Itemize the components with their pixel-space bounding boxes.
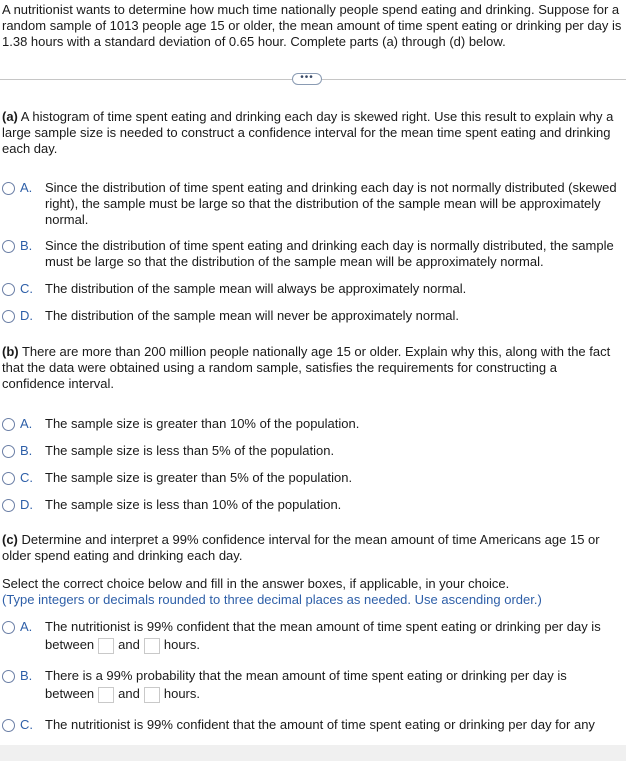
problem-intro: A nutritionist wants to determine how much time nationally people spend eating and drinking. Suppose for a random sample of 1013 people age 15 or older, the mean amount of time spent eating or drinking per day is 1.38 hours with a standard deviation of 0.65 hour. Complete parts (a) through (d) below. [2, 2, 622, 49]
option-text: The nutritionist is 99% confident that the mean amount of time spent eating or drinking per day is between and hours. [45, 619, 601, 652]
option-letter: B. [20, 443, 33, 458]
part-b-label: (b) [2, 344, 19, 359]
option-text: The sample size is greater than 5% of the population. [45, 470, 353, 485]
lower-bound-input[interactable] [98, 687, 114, 703]
option-letter: A. [20, 180, 33, 195]
part-c-instruction: Select the correct choice below and fill in the answer boxes, if applicable, in your choice. [2, 576, 510, 591]
radio-button[interactable] [2, 240, 15, 253]
upper-bound-input[interactable] [144, 638, 160, 654]
part-c-question: (c) Determine and interpret a 99% confidence interval for the mean amount of time Americans age 15 or older spend eating and drinking each day. [2, 532, 600, 563]
option-text: The nutritionist is 99% confident that the amount of time spent eating or drinking per day for any [45, 717, 595, 732]
option-letter: A. [20, 619, 33, 634]
bottom-bar [0, 745, 626, 761]
option-letter: B. [20, 668, 33, 683]
upper-bound-input[interactable] [144, 687, 160, 703]
option-text: Since the distribution of time spent eating and drinking each day is normally distributed, the sample must be large so that the distribution of the sample mean will be approximately normal. [45, 238, 614, 269]
option-text: The sample size is less than 10% of the population. [45, 497, 342, 512]
part-a-question: (a) A histogram of time spent eating and drinking each day is skewed right. Use this result to explain why a large sample size is needed to construct a confidence interval for the mean time spent eating and drinking each day. [2, 109, 614, 156]
radio-button[interactable] [2, 472, 15, 485]
part-b-question: (b) There are more than 200 million people nationally age 15 or older. Explain why this, along with the fact that the data were obtained using a random sample, satisfies the requirements for constructing a confidence interval. [2, 344, 611, 391]
radio-button[interactable] [2, 621, 15, 634]
option-letter: D. [20, 497, 33, 512]
option-text: There is a 99% probability that the mean amount of time spent eating or drinking per day is between and hours. [45, 668, 567, 701]
option-text: Since the distribution of time spent eating and drinking each day is not normally distributed (skewed right), the sample must be large so that the distribution of the sample mean will be approximately normal. [45, 180, 617, 227]
radio-button[interactable] [2, 283, 15, 296]
show-more-button[interactable]: ••• [292, 73, 322, 85]
radio-button[interactable] [2, 445, 15, 458]
option-text: The distribution of the sample mean will never be approximately normal. [45, 308, 460, 323]
lower-bound-input[interactable] [98, 638, 114, 654]
option-text: The sample size is less than 5% of the population. [45, 443, 335, 458]
radio-button[interactable] [2, 719, 15, 732]
option-text: The distribution of the sample mean will always be approximately normal. [45, 281, 467, 296]
option-letter: C. [20, 470, 33, 485]
option-letter: D. [20, 308, 33, 323]
part-a-label: (a) [2, 109, 18, 124]
option-letter: C. [20, 717, 33, 732]
radio-button[interactable] [2, 182, 15, 195]
radio-button[interactable] [2, 418, 15, 431]
part-c-label: (c) [2, 532, 18, 547]
part-c-hint: (Type integers or decimals rounded to three decimal places as needed. Use ascending order.) [2, 592, 542, 607]
option-text: The sample size is greater than 10% of the population. [45, 416, 360, 431]
radio-button[interactable] [2, 310, 15, 323]
option-letter: B. [20, 238, 33, 253]
option-letter: A. [20, 416, 33, 431]
radio-button[interactable] [2, 499, 15, 512]
option-letter: C. [20, 281, 33, 296]
radio-button[interactable] [2, 670, 15, 683]
